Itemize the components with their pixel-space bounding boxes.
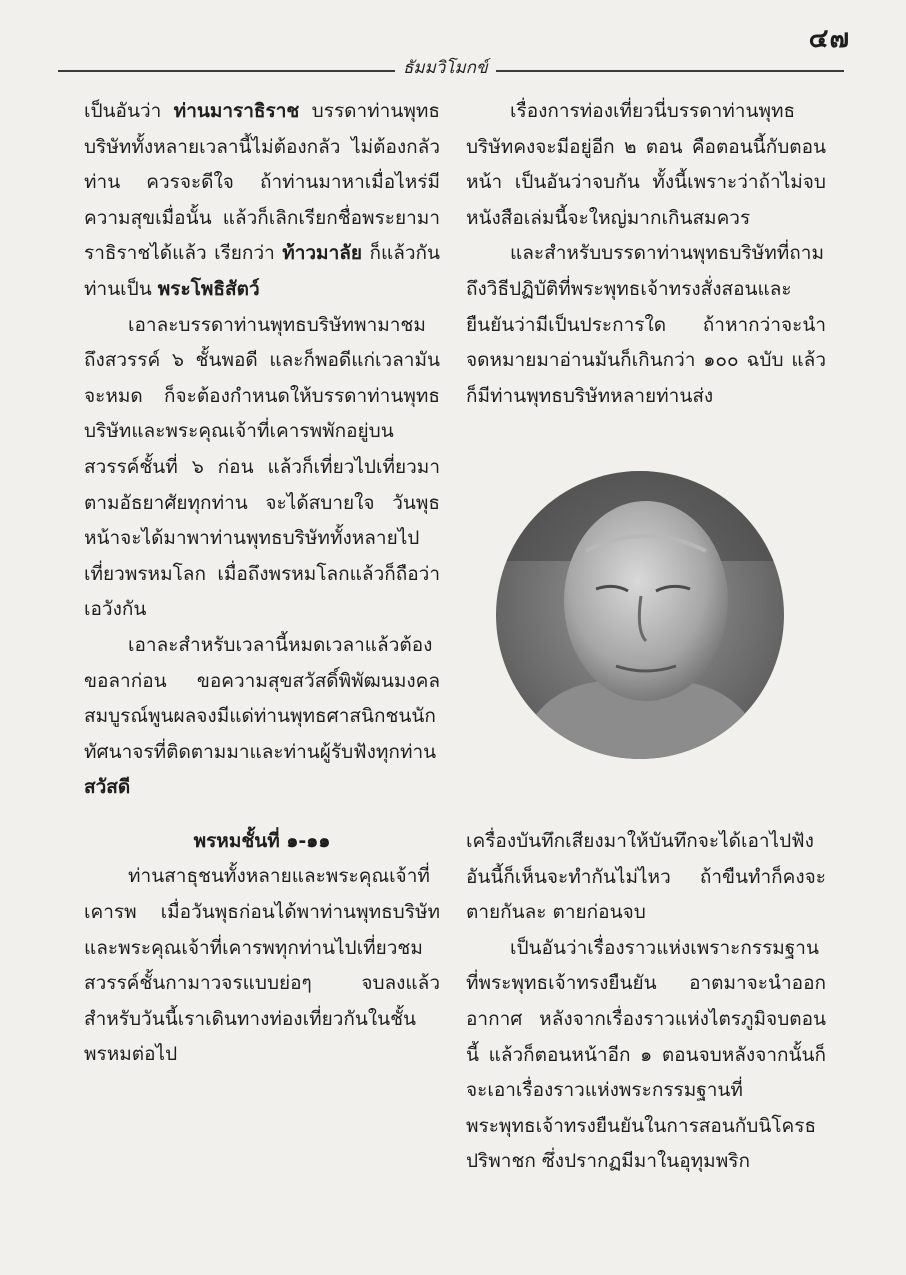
paragraph: ท่านสาธุชนทั้งหลายและพระคุณเจ้าที่เคารพ เมื่อวันพุธก่อนได้พาท่านพุทธบริษัทและพระคุณเจ้าที่เคารพทุกท่านไปเที่ยวชมสวรรค์ชั้นกามาวจรแบบย่อๆ จบลงแล้วสำหรับวันนี้เราเดินทางท่องเที่ยวกันในชั้นพรหมต่อไป bbox=[84, 865, 440, 1066]
paragraph bbox=[84, 94, 440, 308]
text: เอาละสำหรับเวลานี้หมดเวลาแล้วต้องขอลาก่อน ขอความสุขสวัสดิ์พิพัฒนมงคลสมบูรณ์พูนผลจงมีแด่ท่านพุทธศาสนิกชนนักทัศนาจรที่ติดตามมาและท่านผู้รับฟังทุกท่าน bbox=[84, 633, 440, 763]
left-column bbox=[84, 94, 440, 1073]
right-column-bottom bbox=[466, 824, 826, 1180]
bold-term: สวัสดี bbox=[84, 776, 131, 799]
paragraph: เรื่องการท่องเที่ยวนี่บรรดาท่านพุทธบริษัทคงจะมีอยู่อีก ๒ ตอน คือตอนนี้กับตอนหน้า เป็นอันว่าจบกัน ทั้งนี้เพราะว่าถ้าไม่จบหนังสือเล่มนี้จะใหญ่มากเกินสมควร bbox=[466, 100, 826, 229]
right-column-top bbox=[466, 94, 826, 414]
paragraph: เอาละบรรดาท่านพุทธบริษัทพามาชมถึงสวรรค์ ๖ ชั้นพอดี และก็พอดีแก่เวลามันจะหมด ก็จะต้องกำหนดให้บรรดาท่านพุทธบริษัทและพระคุณเจ้าที่เคารพพักอยู่บนสวรรค์ชั้นที่ ๖ ก่อน แล้วก็เที่ยวไปเที่ยวมาตามอัธยาศัยทุกท่าน จะได้สบายใจ วันพุธหน้าจะได้มาพาท่านพุทธบริษัททั้งหลายไปเที่ยวพรหมโลก เมื่อถึงพรหมโลกแล้วก็ถือว่าเอวังกัน bbox=[84, 313, 440, 621]
bold-term: ท้าวมาลัย bbox=[282, 242, 363, 265]
page-number: ๔๗ bbox=[808, 24, 850, 54]
text: ก็แล้วกัน ท่านเป็น bbox=[84, 242, 440, 300]
paragraph: เครื่องบันทึกเสียงมาให้บันทึกจะได้เอาไปฟังอันนี้ก็เห็นจะทำกันไม่ไหว ถ้าขืนทำก็คงจะตายกันละ ตายก่อนจบ bbox=[466, 830, 826, 924]
text: บรรดาท่านพุทธบริษัททั้งหลายเวลานี้ไม่ต้องกลัว ไม่ต้องกลัวท่าน ควรจะดีใจ ถ้าท่านมาหาเมื่อไหร่มีความสุขเมื่อนั้น แล้วก็เลิกเรียกชื่อพระยามาราธิราชได้แล้ว เรียกว่า bbox=[84, 100, 440, 265]
bold-term: พระโพธิสัตว์ bbox=[157, 277, 260, 300]
paragraph bbox=[84, 628, 440, 806]
section-heading: พรหมชั้นที่ ๑-๑๑ bbox=[193, 829, 331, 852]
paragraph: เป็นอันว่าเรื่องราวแห่งเพราะกรรมฐานที่พระพุทธเจ้าทรงยืนยัน อาตมาจะนำออกอากาศ หลังจากเรื่องราวแห่งไตรภูมิจบตอนนี้ แล้วก็ตอนหน้าอีก ๑ ตอนจบหลังจากนั้นก็จะเอาเรื่องราวแห่งพระกรรมฐานที่พระพุทธเจ้าทรงยืนยันในการสอนกับนิโครธปริพาชก ซึ่งปรากฏมีมาในอุทุมพริก bbox=[466, 936, 826, 1173]
running-header-title: ธัมมวิโมกข์ bbox=[395, 54, 496, 81]
text: เป็นอันว่า bbox=[84, 100, 174, 122]
paragraph: และสำหรับบรรดาท่านพุทธบริษัทที่ถามถึงวิธีปฏิบัติที่พระพุทธเจ้าทรงสั่งสอนและยืนยันว่ามีเป็นประการใด ถ้าหากว่าจะนำจดหมายมาอ่านมันก็เกินกว่า ๑๐๐ ฉบับ แล้วก็มีท่านพุทธบริษัทหลายท่านส่ง bbox=[466, 242, 826, 407]
bold-term: ท่านมาราธิราช bbox=[173, 100, 300, 122]
portrait-photo bbox=[496, 471, 784, 759]
